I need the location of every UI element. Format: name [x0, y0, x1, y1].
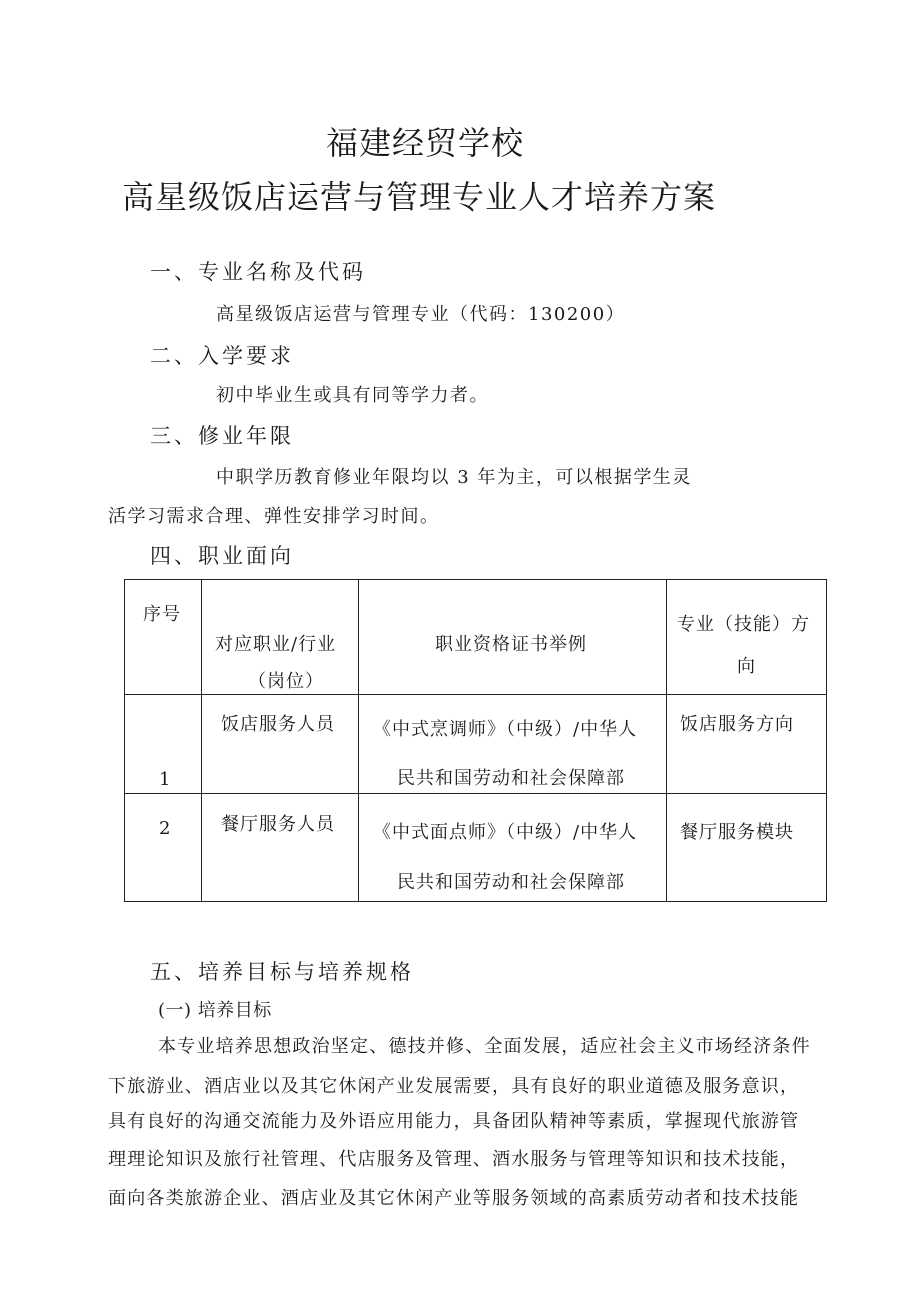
section-2-body: 初中毕业生或具有同等学力者。 — [216, 385, 489, 406]
row-1-cert-line-2: 民共和国劳动和社会保障部 — [397, 768, 625, 789]
row-2-cert-line-1: 《中式面点师》（中级）/中华人 — [373, 822, 638, 843]
row-2-cert-line-2: 民共和国劳动和社会保障部 — [397, 872, 625, 893]
row-1-cert-cell — [359, 695, 667, 794]
row-1-no-cell — [125, 695, 202, 794]
document-title: 高星级饭店运营与管理专业人才培养方案 — [122, 178, 717, 216]
section-5-paragraph-line-3: 具有良好的沟通交流能力及外语应用能力，具备团队精神等素质，掌握现代旅游管 — [108, 1111, 800, 1132]
row-1-direction-cell — [667, 695, 827, 794]
row-1-job-cell — [202, 695, 359, 794]
row-1-job: 饭店服务人员 — [221, 714, 335, 735]
section-1-heading: 一、专业名称及代码 — [150, 260, 366, 284]
section-2-heading: 二、入学要求 — [150, 344, 294, 368]
row-2-job-cell — [202, 794, 359, 902]
table-row — [125, 695, 827, 794]
table-row — [125, 794, 827, 902]
section-5-heading: 五、培养目标与培养规格 — [150, 960, 414, 984]
row-2-job: 餐厅服务人员 — [221, 814, 335, 835]
header-no: 序号 — [143, 604, 181, 625]
section-5-paragraph-line-4: 理理论知识及旅行社管理、代店服务及管理、酒水服务与管理等知识和技术技能， — [108, 1149, 800, 1170]
header-cert: 职业资格证书举例 — [435, 634, 587, 655]
section-3-line-1: 中职学历教育修业年限均以 3 年为主，可以根据学生灵 — [216, 467, 692, 488]
header-cell-direction — [667, 580, 827, 695]
table-header-row — [125, 580, 827, 695]
section-4-heading: 四、职业面向 — [150, 544, 294, 568]
row-2-no: 2 — [159, 818, 172, 839]
row-1-direction: 饭店服务方向 — [680, 714, 794, 735]
header-cell-no — [125, 580, 202, 695]
row-2-no-cell — [125, 794, 202, 902]
section-5-paragraph-line-2: 下旅游业、酒店业以及其它休闲产业发展需要，具有良好的职业道德及服务意识， — [108, 1076, 800, 1097]
section-5-paragraph-line-1: 本专业培养思想政治坚定、德技并修、全面发展，适应社会主义市场经济条件 — [158, 1036, 811, 1057]
row-2-direction: 餐厅服务模块 — [680, 822, 794, 843]
header-job-line-2: （岗位） — [248, 671, 324, 692]
section-3-heading: 三、修业年限 — [150, 424, 294, 448]
header-job-line-1: 对应职业/行业 — [215, 634, 337, 655]
row-1-no: 1 — [159, 769, 172, 790]
section-3-line-2: 活学习需求合理、弹性安排学习时间。 — [108, 506, 440, 527]
school-name: 福建经贸学校 — [325, 124, 524, 162]
section-1-body: 高星级饭店运营与管理专业（代码：130200） — [216, 304, 626, 325]
section-5-sub-heading: (一) 培养目标 — [158, 1000, 272, 1021]
row-1-cert-line-1: 《中式烹调师》（中级）/中华人 — [373, 719, 638, 740]
section-5-paragraph-line-5: 面向各类旅游企业、酒店业及其它休闲产业等服务领域的高素质劳动者和技术技能 — [108, 1188, 800, 1209]
occupation-table — [124, 579, 827, 902]
header-direction-line-1: 专业（技能）方 — [677, 614, 810, 635]
header-cell-job — [202, 580, 359, 695]
header-cell-cert — [359, 580, 667, 695]
row-2-direction-cell — [667, 794, 827, 902]
header-direction-line-2: 向 — [737, 656, 756, 677]
row-2-cert-cell — [359, 794, 667, 902]
